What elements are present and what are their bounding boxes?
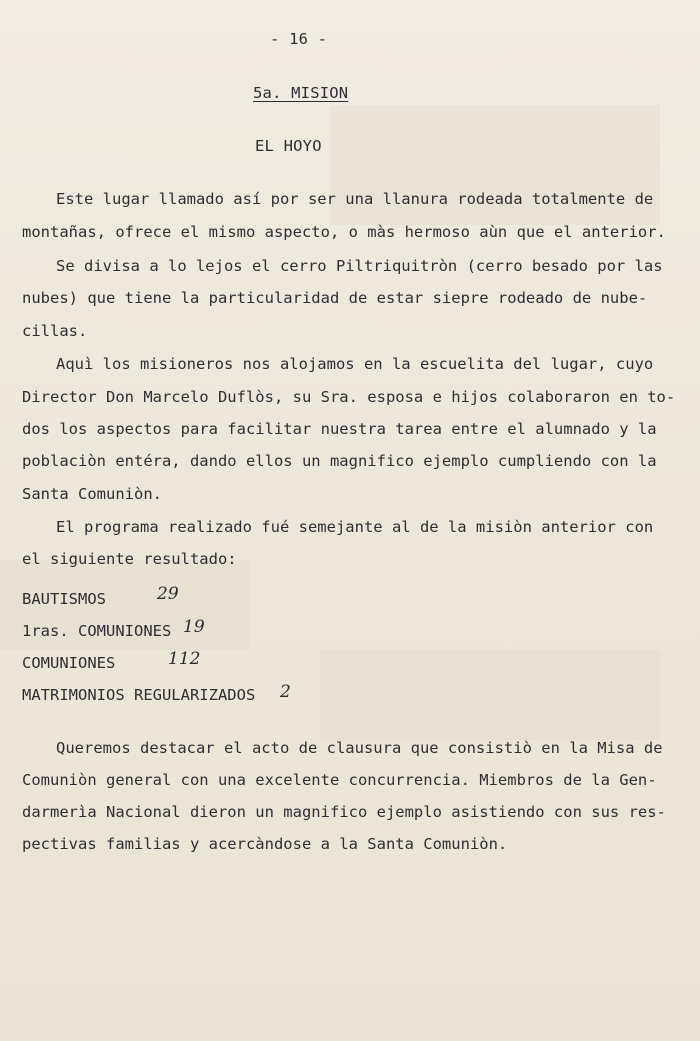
paragraph-line: poblaciòn entéra, dando ellos un magnifico ejemplo cumpliendo con la: [22, 452, 657, 470]
section-subheading: EL HOYO: [255, 137, 322, 155]
paragraph-line: Queremos destacar el acto de clausura que consistiò en la Misa de: [56, 739, 663, 757]
paragraph-line: cillas.: [22, 322, 88, 340]
result-label: 1ras. COMUNIONES: [22, 622, 172, 640]
paragraph-line: el siguiente resultado:: [22, 550, 237, 568]
paragraph-line: nubes) que tiene la particularidad de estar siepre rodeado de nube-: [22, 289, 648, 307]
result-value-handwritten: 2: [280, 682, 291, 702]
paragraph-line: Comuniòn general con una excelente concurrencia. Miembros de la Gen-: [22, 771, 657, 789]
result-label: BAUTISMOS: [22, 590, 106, 608]
page-number: - 16 -: [270, 30, 328, 48]
section-heading: 5a. MISION: [253, 84, 349, 102]
paragraph-line: Santa Comuniòn.: [22, 485, 162, 503]
result-label: MATRIMONIOS REGULARIZADOS: [22, 686, 256, 704]
result-value-handwritten: 19: [183, 617, 205, 637]
result-value-handwritten: 112: [168, 649, 201, 669]
paragraph-line: pectivas familias y acercàndose a la Santa Comuniòn.: [22, 835, 508, 853]
bleed-through-mark: [320, 650, 660, 740]
paragraph-line: El programa realizado fué semejante al de la misiòn anterior con: [56, 518, 654, 536]
paragraph-line: Aquì los misioneros nos alojamos en la escuelita del lugar, cuyo: [56, 355, 654, 373]
paragraph-line: Director Don Marcelo Duflòs, su Sra. esposa e hijos colaboraron en to-: [22, 388, 676, 406]
paragraph-line: montañas, ofrece el mismo aspecto, o màs hermoso aùn que el anterior.: [22, 223, 666, 241]
result-label: COMUNIONES: [22, 654, 116, 672]
paragraph-line: darmerìa Nacional dieron un magnifico ejemplo asistiendo con sus res-: [22, 803, 666, 821]
result-value-handwritten: 29: [157, 584, 179, 604]
paragraph-line: Se divisa a lo lejos el cerro Piltriquitròn (cerro besado por las: [56, 257, 663, 275]
paragraph-line: Este lugar llamado así por ser una llanura rodeada totalmente de: [56, 190, 654, 208]
paragraph-line: dos los aspectos para facilitar nuestra tarea entre el alumnado y la: [22, 420, 657, 438]
